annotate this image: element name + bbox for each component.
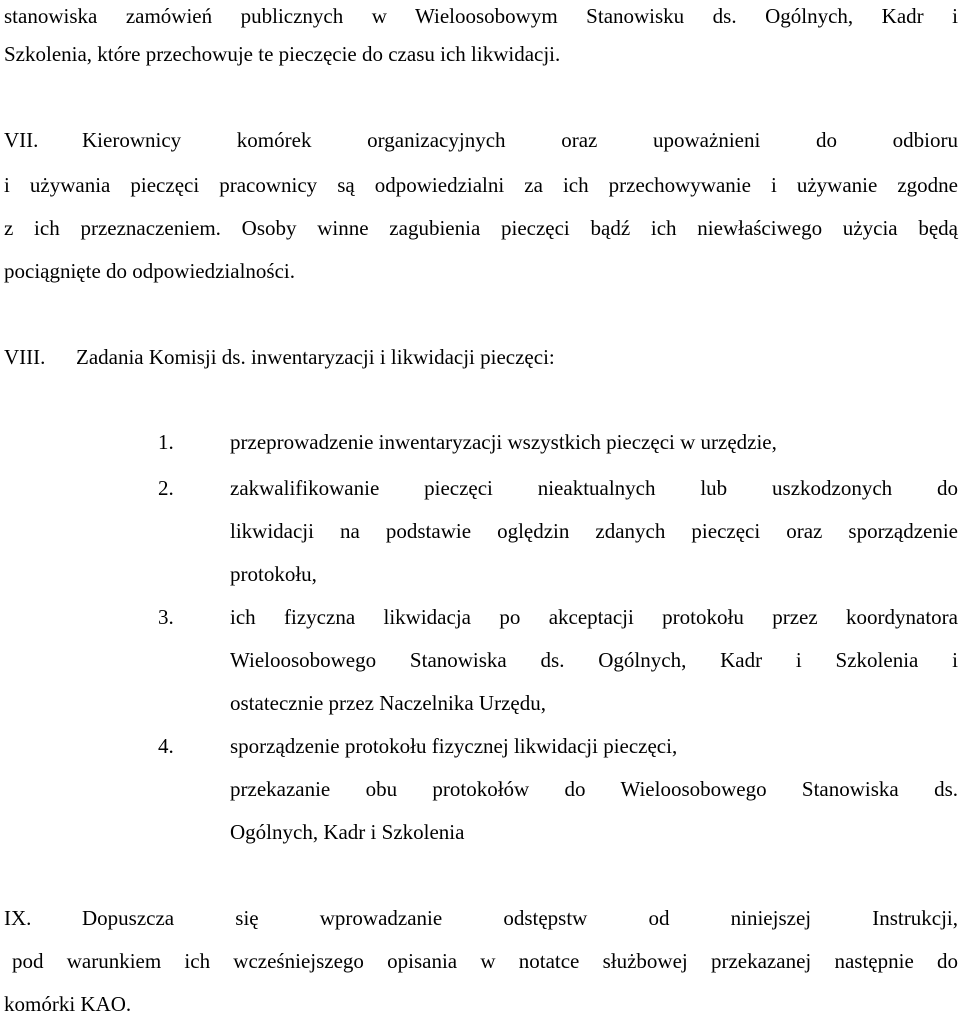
paragraph-line: komórki KAO. [4, 992, 132, 1016]
paragraph-line: Kierownicy komórek organizacyjnych oraz upoważnieni do odbioru [82, 128, 958, 152]
list-number: 3. [158, 605, 174, 629]
list-number: 4. [158, 734, 174, 758]
list-item-line: likwidacji na podstawie oględzin zdanych pieczęci oraz sporządzenie [230, 519, 958, 543]
paragraph-line: z ich przeznaczeniem. Osoby winne zagubienia pieczęci bądź ich niewłaściwego użycia będą [4, 216, 958, 240]
paragraph-line: Szkolenia, które przechowuje te pieczęcie do czasu ich likwidacji. [4, 42, 561, 66]
section-number: VII. [4, 128, 39, 152]
list-number: 1. [158, 430, 174, 454]
paragraph-line: stanowiska zamówień publicznych w Wieloosobowym Stanowisku ds. Ogólnych, Kadr i [4, 4, 958, 28]
paragraph-line: pod warunkiem ich wcześniejszego opisania w notatce służbowej przekazanej następnie do [12, 949, 958, 973]
list-item-line: ich fizyczna likwidacja po akceptacji protokołu przez koordynatora [230, 605, 958, 629]
list-number: 2. [158, 476, 174, 500]
paragraph-line: Dopuszcza się wprowadzanie odstępstw od niniejszej Instrukcji, [82, 906, 958, 930]
list-item-line: ostatecznie przez Naczelnika Urzędu, [230, 691, 546, 715]
list-item-line: sporządzenie protokołu fizycznej likwidacji pieczęci, [230, 734, 678, 758]
list-item-line: Ogólnych, Kadr i Szkolenia [230, 820, 465, 844]
section-number: IX. [4, 906, 32, 930]
list-item-line: zakwalifikowanie pieczęci nieaktualnych lub uszkodzonych do [230, 476, 958, 500]
list-item-line: przeprowadzenie inwentaryzacji wszystkich pieczęci w urzędzie, [230, 430, 777, 454]
section-number: VIII. [4, 345, 46, 369]
paragraph-line: pociągnięte do odpowiedzialności. [4, 259, 295, 283]
paragraph-line: i używania pieczęci pracownicy są odpowiedzialni za ich przechowywanie i używanie zgodne [4, 173, 958, 197]
list-item-line: przekazanie obu protokołów do Wieloosobowego Stanowiska ds. [230, 777, 958, 801]
list-item-line: Wieloosobowego Stanowiska ds. Ogólnych, Kadr i Szkolenia i [230, 648, 958, 672]
list-item-line: protokołu, [230, 562, 317, 586]
section-heading: Zadania Komisji ds. inwentaryzacji i likwidacji pieczęci: [76, 345, 555, 369]
